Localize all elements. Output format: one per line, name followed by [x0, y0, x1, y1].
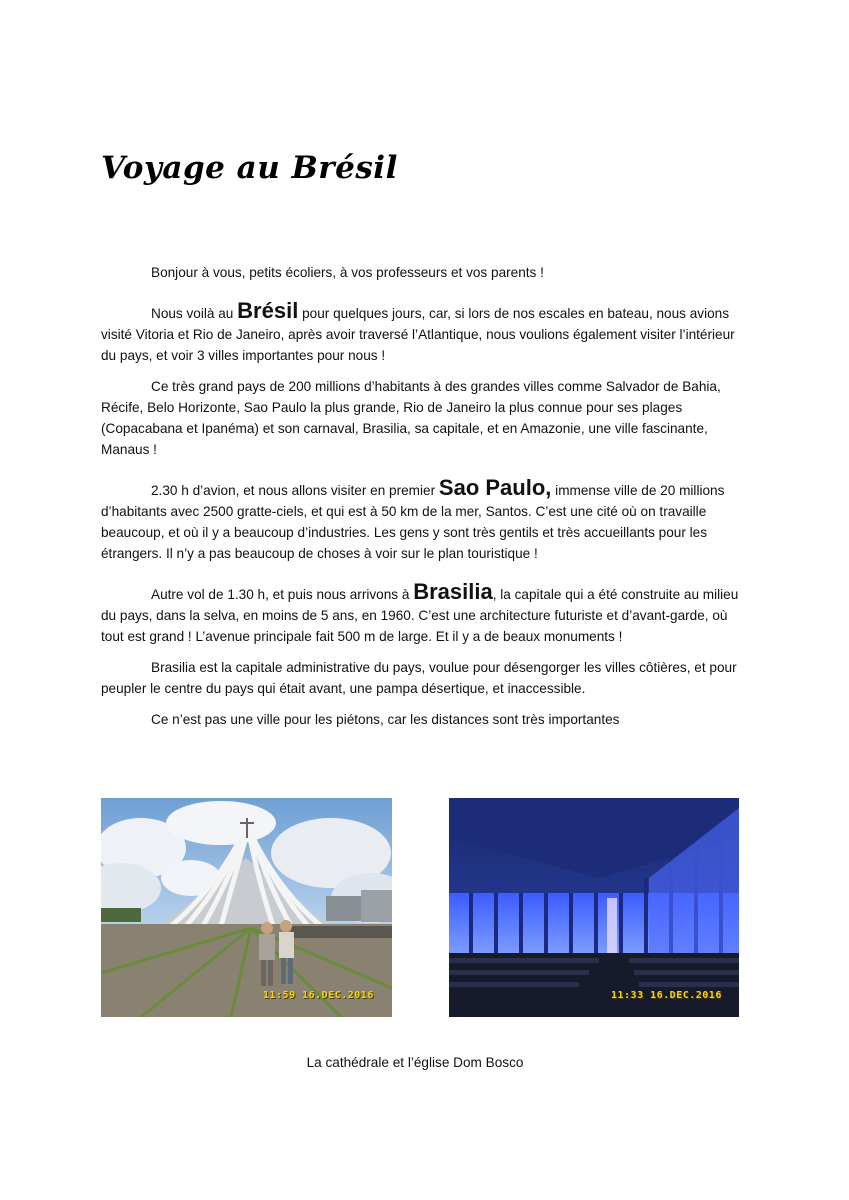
paragraph-text: Autre vol de 1.30 h, et puis nous arrivons à: [151, 587, 414, 602]
photo-timestamp: 11:59 16.DEC.2016: [263, 990, 374, 1001]
dom-bosco-image: [449, 798, 739, 1017]
highlight-bresil: Brésil: [237, 298, 299, 323]
paragraph-capital: Brasilia est la capitale administrative du pays, voulue pour désengorger les villes côtières, et pour peupler le centre du pays qui était avant, une pampa désertique, et inaccessible.: [101, 660, 737, 696]
paragraph-text: immense ville de 20 millions d’habitants avec 2500 gratte-ciels, et qui est à 50 km de la mer, Santos. C’est une cité où on travaille beaucoup, et où il y a beaucoup d’industries. Les gens y sont très gentils et très accueillants pour les étrangers. Il n’y a pas beaucoup de choses à voir sur le plan touristique !: [101, 483, 725, 561]
paragraph-bresil: [101, 298, 751, 366]
paragraph-pedestrians: Ce n’est pas une ville pour les piétons, car les distances sont très importantes: [151, 712, 620, 727]
paragraph-text: Nous voilà au: [151, 306, 238, 321]
photo-caption: La cathédrale et l’église Dom Bosco: [306, 1055, 524, 1070]
document-title: Voyage au Brésil: [101, 150, 398, 186]
paragraph-text: pour quelques jours, car, si lors de nos escales en bateau, nous avions visité Vitoria et Rio de Janeiro, après avoir traversé l’Atlantique, nous voulions également visiter l’intérieur du pays, et voir 3 villes importantes pour nous !: [101, 306, 735, 363]
cathedral-image: [101, 798, 392, 1017]
paragraph-text: 2.30 h d’avion, et nous allons visiter en premier: [151, 483, 439, 498]
paragraph-country: Ce très grand pays de 200 millions d’habitants à des grandes villes comme Salvador de Bahia, Récife, Belo Horizonte, Sao Paulo la plus grande, Rio de Janeiro la plus connue pour ses plages (Copacabana et Ipanéma) et son carnaval, Brasilia, sa capitale, et en Amazonie, une ville fascinante, Manaus !: [101, 379, 721, 457]
paragraph-text: , la capitale qui a été construite au milieu du pays, dans la selva, en moins de 5 ans, en 1960. C’est une architecture futuriste et d’avant-garde, où tout est grand ! L’avenue principale fait 500 m de large. Et il y a de beaux monuments !: [101, 587, 739, 644]
photo-timestamp: 11:33 16.DEC.2016: [611, 990, 722, 1001]
dom-bosco-photo: [449, 798, 739, 1017]
highlight-sao-paulo: Sao Paulo,: [438, 475, 552, 500]
paragraph-greeting: Bonjour à vous, petits écoliers, à vos professeurs et vos parents !: [151, 265, 544, 280]
paragraph-brasilia: [101, 579, 751, 647]
document-body: [101, 262, 751, 740]
highlight-brasilia: Brasilia: [413, 579, 493, 604]
paragraph-sao-paulo: [101, 475, 751, 564]
cathedral-photo: [101, 798, 392, 1017]
